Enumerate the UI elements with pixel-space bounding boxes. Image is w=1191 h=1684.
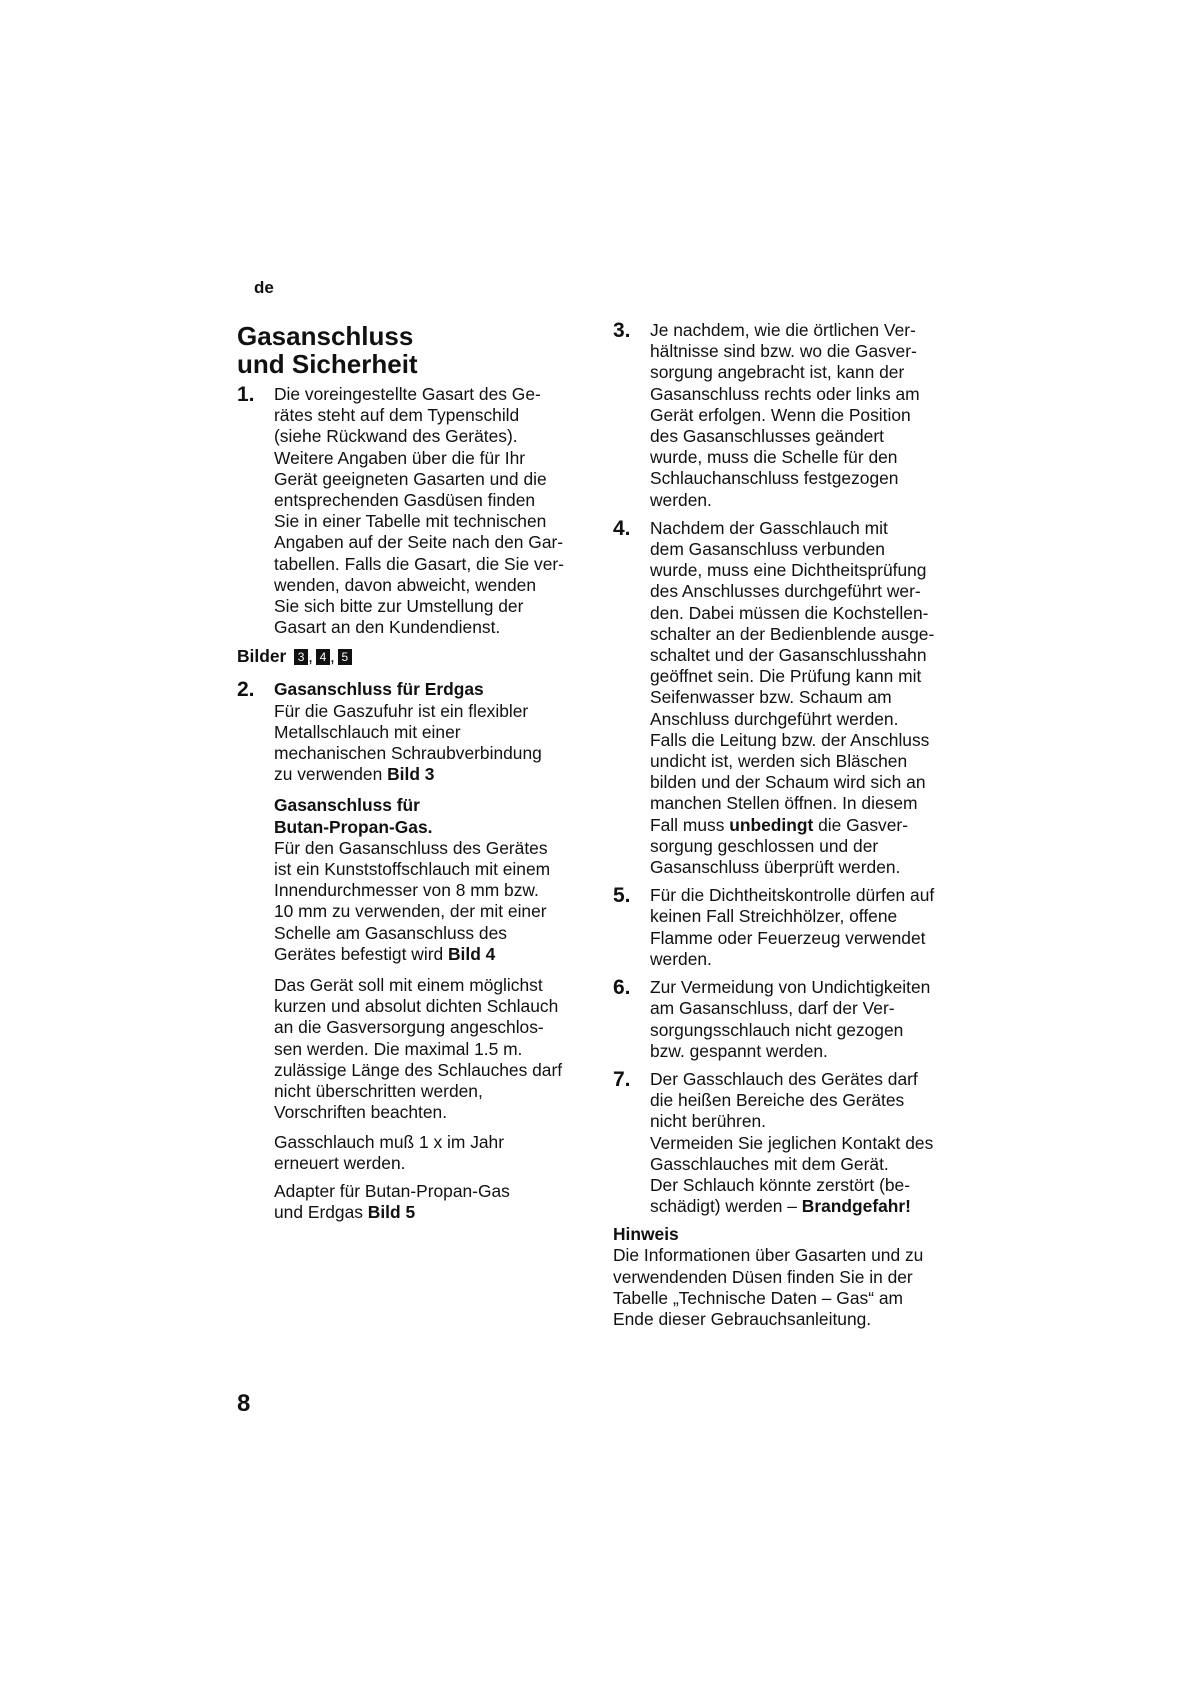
text-line [274,764,597,785]
note-text [613,1245,973,1330]
item-text [274,795,597,965]
text-line: manchen Stellen öffnen. In diesem [650,793,918,814]
text-line: hältnisse sind bzw. wo die Gasver- [650,341,917,362]
text-line: rätes steht auf dem Typenschild [274,405,520,426]
text-line: Für die Gaszufuhr ist ein flexibler [274,700,529,721]
page-number: 8 [237,1390,251,1417]
text-line: entsprechenden Gasdüsen finden [274,490,536,511]
text-line: Angaben auf der Seite nach den Gar- [274,532,564,553]
note-heading: Hinweis [613,1224,679,1245]
warning-text: Brandgefahr! [801,1196,911,1217]
text-line: tabellen. Falls die Gasart, die Sie ver- [274,553,564,574]
text-line: sorgung geschlossen und der [650,835,879,856]
text-line: (siehe Rückwand des Gerätes). [274,426,518,447]
text-line: Gerät erfolgen. Wenn die Position [650,404,911,425]
text-line: Adapter für Butan-Propan-Gas [274,1180,510,1201]
text-line: werden. [650,489,712,510]
text-line: Zur Vermeidung von Undichtigkeiten [650,977,931,998]
figure-ref: Bild 5 [367,1202,416,1223]
text-line: Innendurchmesser von 8 mm bzw. [274,880,539,901]
text-line: Je nachdem, wie die örtlichen Ver- [650,320,916,340]
text-line: bzw. gespannt werden. [650,1040,828,1061]
figure-badge-3: 3 [294,649,308,665]
list-item-7 [613,1069,973,1217]
text-line: schaltet und der Gasanschlusshahn [650,645,927,666]
text-line [650,815,973,836]
text-line: Schelle am Gasanschluss des [274,922,507,943]
text-line: nicht überschritten werden, [274,1081,483,1102]
text-line: verwendenden Düsen finden Sie in der [613,1266,913,1287]
text-line: am Gasanschluss, darf der Ver- [650,998,895,1019]
list-item-5 [613,885,973,970]
item-text [650,518,973,878]
figures-label: Bilder [237,646,287,667]
text-line: Gasanschluss überprüft werden. [650,857,901,878]
text-run: zu verwenden [274,764,388,785]
butan-section [237,795,597,965]
figure-badge-4: 4 [316,649,330,665]
text-line: des Anschlusses durchgeführt wer- [650,581,921,602]
text-line: dem Gasanschluss verbunden [650,539,885,560]
figure-ref: Bild 4 [447,943,496,964]
text-line: Gasanschluss rechts oder links am [650,383,920,404]
text-line: Die Informationen über Gasarten und zu [613,1245,924,1266]
item-number: 5. [613,884,631,908]
text-line: Seifenwasser bzw. Schaum am [650,687,892,708]
text-line: sen werden. Die maximal 1.5 m. [274,1038,523,1059]
title-line: Gasanschluss [237,321,414,351]
text-line: Gasschlauch muß 1 x im Jahr [274,1131,505,1152]
text-line [650,1196,973,1217]
text-line: mechanischen Schraubverbindung [274,743,542,764]
text-line [274,1202,597,1223]
text-line: Metallschlauch mit einer [274,721,461,742]
item-number: 3. [613,319,631,342]
figures-reference [237,645,597,667]
item-number: 1. [237,383,255,406]
text-line: Vermeiden Sie jeglichen Kontakt des [650,1132,934,1153]
text-line: den. Dabei müssen die Kochstellen- [650,602,929,623]
text-line: erneuert werden. [274,1152,406,1173]
item-text [650,1069,973,1217]
text-run: Fall muss [650,814,730,835]
item-number: 4. [613,516,631,540]
list-item-4 [613,518,973,878]
subsection-heading: Gasanschluss für [274,795,420,816]
item-text [274,1132,597,1174]
item-text [274,1181,597,1223]
text-line: Tabelle „Technische Daten – Gas“ am [613,1287,903,1308]
text-line: Flamme oder Feuerzeug verwendet [650,927,926,948]
figure-ref: Bild 3 [387,764,435,785]
hose-requirements-paragraph [237,975,597,1123]
text-line: undicht ist, werden sich Bläschen [650,751,908,772]
text-line: kurzen und absolut dichten Schlauch [274,996,559,1017]
text-line: Der Gasschlauch des Gerätes darf [650,1068,918,1089]
text-run: und Erdgas [274,1202,368,1223]
item-text [274,679,597,785]
hose-renewal-paragraph [237,1132,597,1174]
text-run: Gerätes befestigt wird [274,943,448,964]
text-line: die heißen Bereiche des Gerätes [650,1090,905,1111]
text-line: Gasart an den Kundendienst. [274,617,501,638]
text-line: Gasschlauches mit dem Gerät. [650,1153,889,1174]
text-line: Vorschriften beachten. [274,1102,448,1123]
subsection-heading: Butan-Propan-Gas. [274,816,433,837]
text-line: wurde, muss die Schelle für den [650,447,898,468]
figure-badge-5: 5 [338,649,352,665]
adapter-paragraph [237,1181,597,1223]
list-item-6 [613,977,973,1062]
text-line: zulässige Länge des Schlauches darf [274,1059,563,1080]
left-column [237,322,597,1230]
emphasis: unbedingt [729,814,814,835]
text-line: Die voreingestellte Gasart des Ge- [274,384,541,404]
text-line: Für den Gasanschluss des Gerätes [274,837,548,858]
text-line: Gerät geeigneten Gasarten und die [274,468,547,489]
text-line: geöffnet sein. Die Prüfung kann mit [650,666,922,687]
text-line: Ende dieser Gebrauchsanleitung. [613,1308,872,1329]
text-line: werden. [650,948,712,969]
item-text [650,977,973,1062]
item-heading: Gasanschluss für Erdgas [274,679,484,700]
text-line: keinen Fall Streichhölzer, offene [650,906,898,927]
list-item-2 [237,679,597,785]
text-line: Für die Dichtheitskontrolle dürfen auf [650,885,935,906]
item-text [650,320,973,511]
section-title [237,322,597,378]
text-line: nicht berühren. [650,1111,767,1132]
list-item-3 [613,320,973,511]
text-line: ist ein Kunststoffschlauch mit einem [274,859,551,880]
text-line: des Gasanschlusses geändert [650,426,884,447]
text-line: bilden und der Schaum wird sich an [650,772,926,793]
text-line: wenden, davon abweicht, wenden [274,574,537,595]
text-line: Der Schlauch könnte zerstört (be- [650,1174,911,1195]
text-line: schalter an der Bedienblende ausge- [650,623,935,644]
text-line: Weitere Angaben über die für Ihr [274,447,526,468]
separator: , [308,646,313,667]
text-line: an die Gasversorgung angeschlos- [274,1017,544,1038]
text-line: sorgungsschlauch nicht gezogen [650,1019,904,1040]
text-line: Sie sich bitte zur Umstellung der [274,596,524,617]
separator: , [329,646,335,667]
item-text [274,975,597,1123]
list-item-1 [237,384,597,638]
text-line: sorgung angebracht ist, kann der [650,362,905,383]
text-line: Anschluss durchgeführt werden. [650,708,899,729]
text-line: Das Gerät soll mit einem möglichst [274,975,543,996]
text-line: 10 mm zu verwenden, der mit einer [274,901,547,922]
item-number: 7. [613,1067,631,1091]
item-text [274,384,597,638]
text-run: schädigt) werden – [650,1196,802,1217]
right-column [613,320,973,1330]
text-line: Falls die Leitung bzw. der Anschluss [650,729,930,750]
item-text [650,885,973,970]
text-line: wurde, muss eine Dichtheitsprüfung [650,560,927,581]
text-line: Schlauchanschluss festgezogen [650,468,899,489]
language-code: de [254,278,274,297]
text-run: die Gasver- [813,814,909,835]
title-line: und Sicherheit [237,349,418,379]
text-line: Sie in einer Tabelle mit technischen [274,511,547,532]
text-line: Nachdem der Gasschlauch mit [650,517,888,538]
item-number: 6. [613,976,631,1000]
item-number: 2. [237,678,255,702]
text-line [274,944,597,965]
